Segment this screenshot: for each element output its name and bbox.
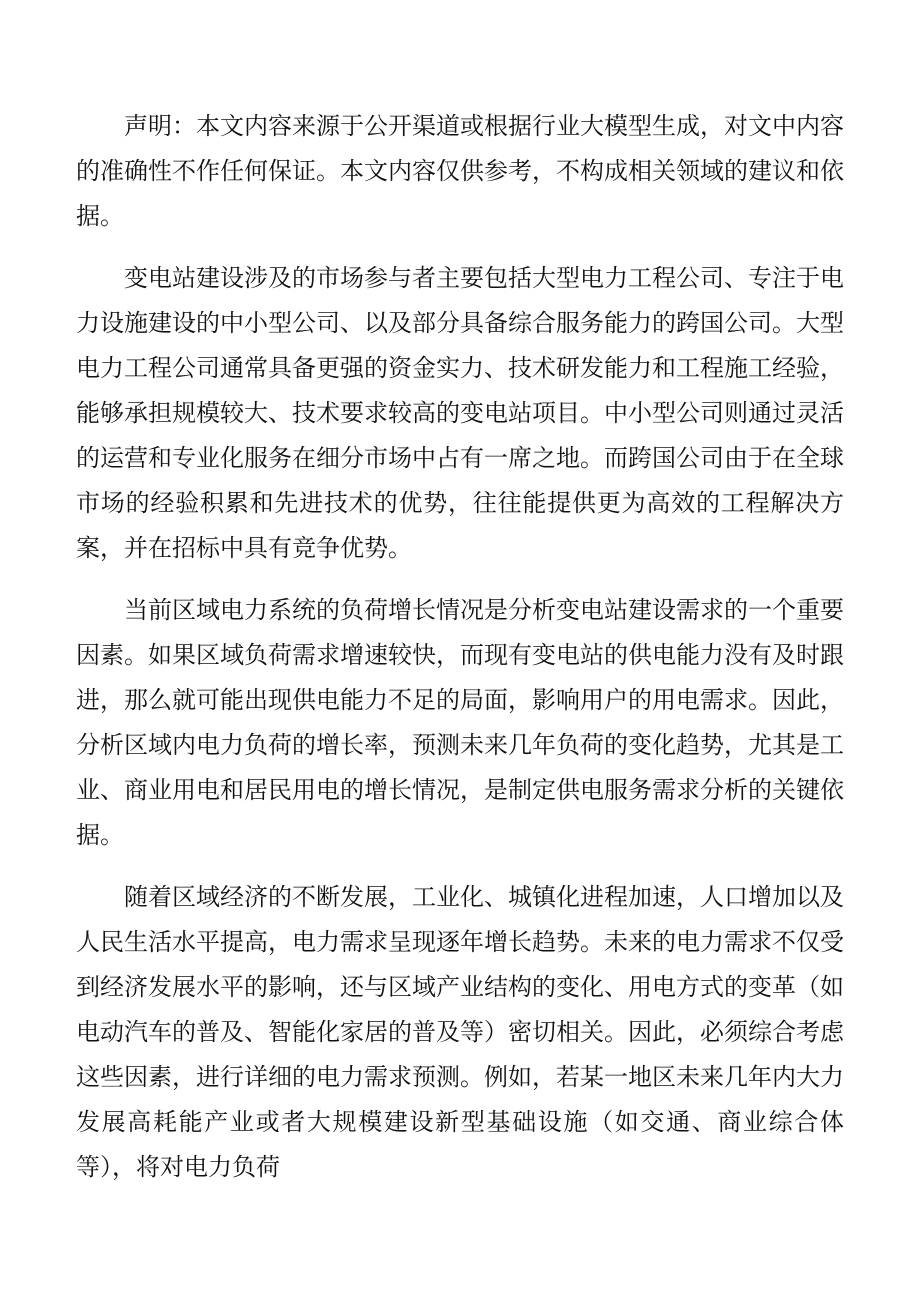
disclaimer-paragraph: 声明：本文内容来源于公开渠道或根据行业大模型生成，对文中内容的准确性不作任何保证。本文内容仅供参考，不构成相关领域的建议和依据。 — [76, 112, 844, 230]
body-paragraph-load-growth: 当前区域电力系统的负荷增长情况是分析变电站建设需求的一个重要因素。如果区域负荷需求增速较快，而现有变电站的供电能力没有及时跟进，那么就可能出现供电能力不足的局面，影响用户的用电需求。因此，分析区域内电力负荷的增长率，预测未来几年负荷的变化趋势，尤其是工业、商业用电和居民用电的增长情况，是制定供电服务需求分析的关键依据。 — [76, 596, 844, 849]
body-paragraph-demand-forecast: 随着区域经济的不断发展，工业化、城镇化进程加速，人口增加以及人民生活水平提高，电力需求呈现逐年增长趋势。未来的电力需求不仅受到经济发展水平的影响，还与区域产业结构的变化、用电方式的变革（如电动汽车的普及、智能化家居的普及等）密切相关。因此，必须综合考虑这些因素，进行详细的电力需求预测。例如，若某一地区未来几年内大力发展高耗能产业或者大规模建设新型基础设施（如交通、商业综合体等），将对电力负荷 — [76, 883, 844, 1181]
document-body — [76, 104, 844, 1207]
body-paragraph-market-participants: 变电站建设涉及的市场参与者主要包括大型电力工程公司、专注于电力设施建设的中小型公司、以及部分具备综合服务能力的跨国公司。大型电力工程公司通常具备更强的资金实力、技术研发能力和工程施工经验，能够承担规模较大、技术要求较高的变电站项目。中小型公司则通过灵活的运营和专业化服务在细分市场中占有一席之地。而跨国公司由于在全球市场的经验积累和先进技术的优势，往往能提供更为高效的工程解决方案，并在招标中具有竞争优势。 — [76, 264, 844, 562]
